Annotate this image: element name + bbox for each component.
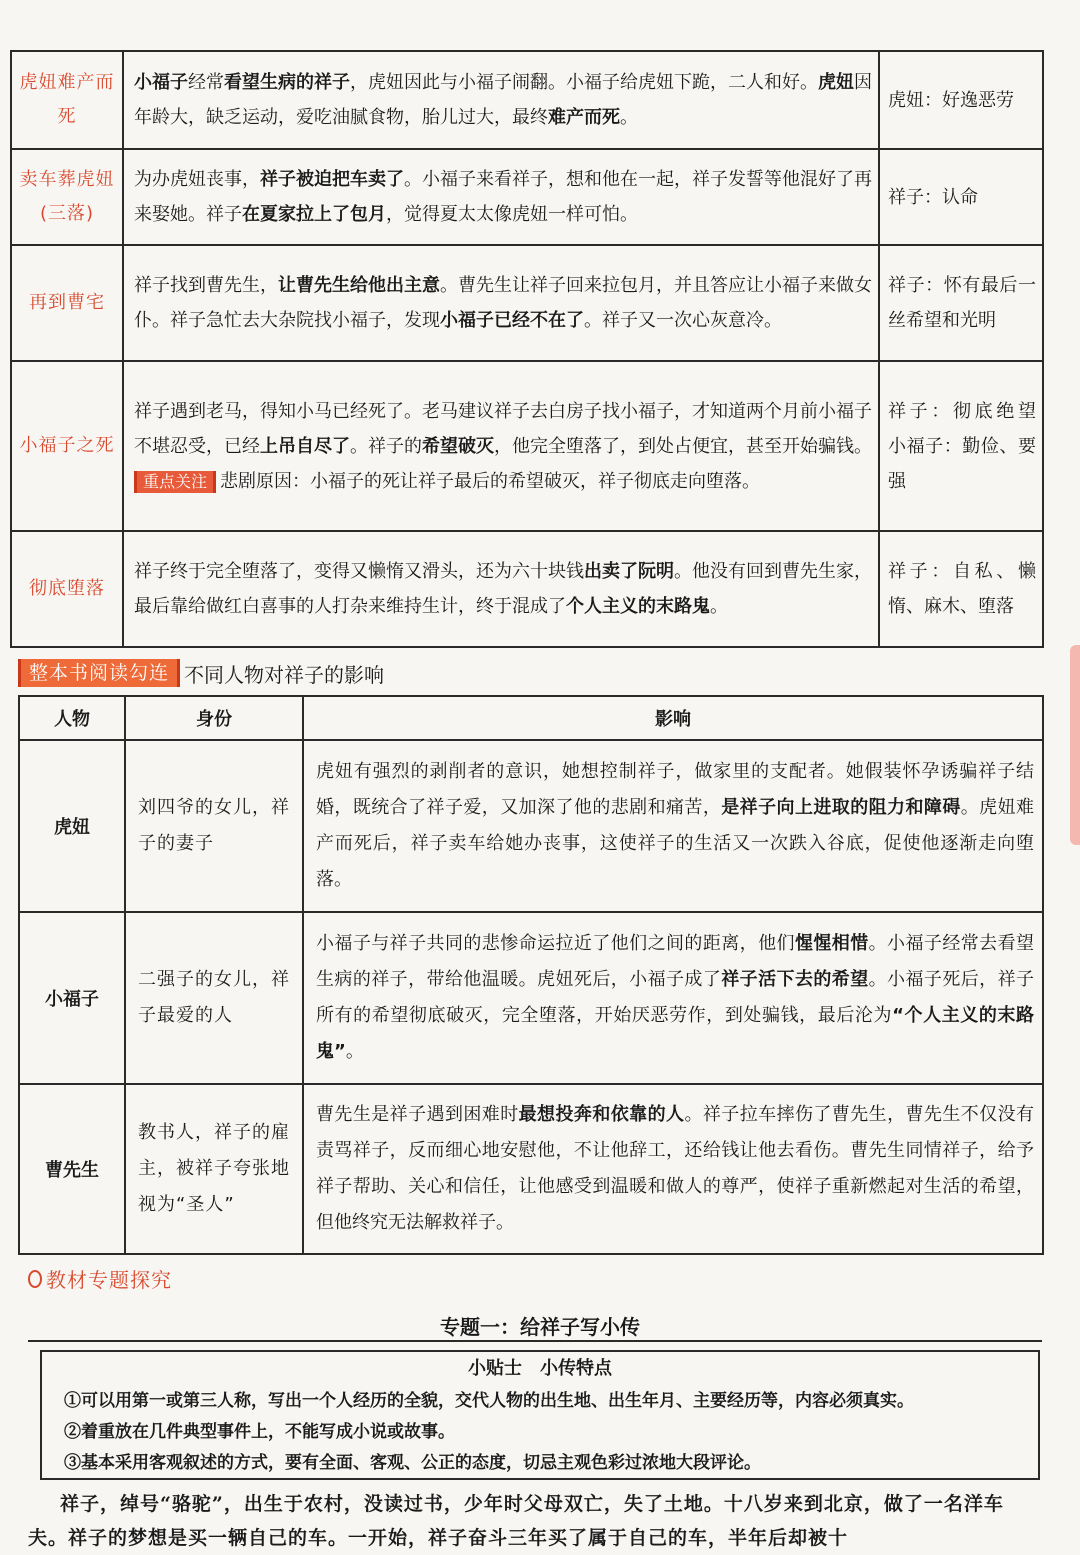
- explore-section-header: [28, 1264, 172, 1293]
- character-trait: 祥子：怀有最后一丝希望和光明: [879, 245, 1043, 361]
- text-run: ，虎妞因此与小福子闹翻。小福子给虎妞下跪，二人和好。: [350, 72, 818, 93]
- emphasized-text: 难产而死: [548, 107, 620, 128]
- plot-row: [11, 149, 1043, 245]
- divider: [28, 1340, 1042, 1342]
- emphasized-text: 祥子被迫把车卖了: [260, 169, 404, 190]
- emphasized-text: 上吊自尽了: [260, 435, 350, 457]
- person-effect: [303, 740, 1043, 912]
- text-run: 。: [710, 596, 728, 617]
- text-run: 。祥子拉车摔伤了曹先生，曹先生不仅没有责骂祥子，反而细心地安慰他，不让他辞工，还给钱让他去看伤。曹先生同情祥子，给予祥子帮助、关心和信任，让他感受到温暖和做人的尊严，使祥子重新燃起对生活的希望，但他终究无法解救祥子。: [316, 1104, 1035, 1233]
- summary-text: [134, 401, 872, 457]
- person-effect: [303, 912, 1043, 1084]
- table-row: [19, 1084, 1043, 1254]
- biography-text: 祥子，绰号“骆驼”，出生于农村，没读过书，少年时父母双亡，失了土地。十八岁来到北京，做了一名洋车夫。祥子的梦想是买一辆自己的车。一开始，祥子奋斗三年买了属于自己的车，半年后却被十: [28, 1493, 1004, 1549]
- chapter-summary: [123, 531, 879, 647]
- emphasized-text: 个人主义的末路鬼: [566, 596, 710, 617]
- text-run: 。小福子经常去看望生病的祥子，带给他温暖。虎妞死后，小福子成了: [316, 933, 1035, 990]
- emphasized-text: “个人主义的末路鬼”: [316, 1005, 1034, 1062]
- chapter-summary: [123, 361, 879, 531]
- text-run: 祥子遇到老马，得知小马已经死了。老马建议祥子去白房子找小福子，才知道两个月前小福子不堪忍受，已经: [134, 400, 872, 457]
- text-run: 小福子与祥子共同的悲惨命运拉近了他们之间的距离，他们: [316, 933, 795, 954]
- emphasized-text: 看望生病的祥子: [224, 72, 350, 93]
- table-row: [19, 740, 1043, 912]
- text-run: 。祥子又一次心灰意冷。: [584, 310, 782, 331]
- text-run: 。小福子死后，祥子所有的希望彻底破灭，完全堕落，开始厌恶劳作，到处骗钱，最后沦为: [316, 969, 1035, 1026]
- text-run: 因年龄大，缺乏运动，爱吃油腻食物，胎儿过大，最终: [134, 72, 872, 128]
- header-person: 人物: [19, 696, 125, 740]
- chapter-title: 虎妞难产而死: [11, 51, 123, 149]
- emphasized-text: 让曹先生给他出主意: [278, 275, 440, 296]
- person-identity: 刘四爷的女儿，祥子的妻子: [125, 740, 303, 912]
- text-run: 。: [620, 107, 638, 128]
- tip-item: ①可以用第一或第三人称，写出一个人经历的全貌，交代人物的出生地、出生年月、主要经历等，内容必须真实。: [64, 1391, 914, 1411]
- table-row: [19, 912, 1043, 1084]
- header-effect: 影响: [303, 696, 1043, 740]
- plot-row: [11, 245, 1043, 361]
- tip-item: ②着重放在几件典型事件上，不能写成小说或故事。: [64, 1422, 455, 1442]
- tip-item: ③基本采用客观叙述的方式，要有全面、客观、公正的态度，切忌主观色彩过浓地大段评论。: [64, 1453, 761, 1473]
- text-run: 。虎妞难产而死后，祥子卖车给她办丧事，这使祥子的生活又一次跌入谷底，促使他逐渐走向堕落。: [316, 797, 1035, 890]
- section-marker-icon: [28, 1270, 42, 1288]
- character-trait: 祥子：彻底绝望 小福子：勤俭、要强: [879, 361, 1043, 531]
- person-name: 曹先生: [19, 1084, 125, 1254]
- emphasized-text: 虎妞: [818, 72, 854, 93]
- header-identity: 身份: [125, 696, 303, 740]
- chapter-summary: [123, 245, 879, 361]
- text-run: 。他没有回到曹先生家，最后靠给做红白喜事的人打杂来维持生计，终于混成了: [134, 561, 872, 617]
- emphasized-text: 希望破灭: [422, 435, 494, 457]
- character-trait: 祥子：认命: [879, 149, 1043, 245]
- text-run: 。祥子的: [350, 435, 422, 457]
- character-trait: 虎妞：好逸恶劳: [879, 51, 1043, 149]
- chapter-title: 彻底堕落: [11, 531, 123, 647]
- person-identity: 二强子的女儿，祥子最爱的人: [125, 912, 303, 1084]
- page-edge-tab: [1070, 645, 1080, 845]
- table-header-row: [19, 696, 1043, 740]
- link-tag: 整本书阅读勾连: [18, 659, 180, 687]
- tips-box: [40, 1350, 1040, 1480]
- character-trait: 祥子：自私、懒惰、麻木、堕落: [879, 531, 1043, 647]
- text-run: ，他完全堕落了，到处占便宜，甚至开始骗钱。: [494, 435, 872, 457]
- plot-row: [11, 51, 1043, 149]
- emphasized-text: 惺惺相惜: [794, 933, 869, 954]
- text-run: 经常: [188, 72, 224, 93]
- topic-title: 专题一：给祥子写小传: [440, 1315, 640, 1339]
- plot-row: [11, 361, 1043, 531]
- text-run: 曹先生是祥子遇到困难时: [316, 1104, 519, 1125]
- focus-tag: 重点关注: [134, 471, 216, 493]
- text-run: ，觉得夏太太像虎妞一样可怕。: [386, 204, 638, 225]
- emphasized-text: 祥子活下去的希望: [721, 969, 869, 990]
- text-run: 为办虎妞丧事，: [134, 169, 260, 190]
- emphasized-text: 是祥子向上进取的阻力和障碍: [721, 797, 961, 818]
- text-run: 。: [345, 1041, 364, 1062]
- tips-title: 小贴士 小传特点: [468, 1358, 612, 1379]
- link-section-header: [18, 658, 384, 688]
- person-name: 虎妞: [19, 740, 125, 912]
- focus-text: 悲剧原因：小福子的死让祥子最后的希望破灭，祥子彻底走向堕落。: [220, 470, 761, 492]
- influence-table: [18, 695, 1044, 1255]
- plot-row: [11, 531, 1043, 647]
- text-run: 祥子终于完全堕落了，变得又懒惰又滑头，还为六十块钱: [134, 561, 584, 582]
- chapter-summary: [123, 149, 879, 245]
- emphasized-text: 小福子: [134, 72, 188, 93]
- text-run: 。曹先生让祥子回来拉包月，并且答应让小福子来做女仆。祥子急忙去大杂院找小福子，发现: [134, 275, 872, 331]
- person-identity: 教书人，祥子的雇主，被祥子夸张地视为“圣人”: [125, 1084, 303, 1254]
- chapter-title: 再到曹宅: [11, 245, 123, 361]
- person-name: 小福子: [19, 912, 125, 1084]
- plot-table: [10, 50, 1044, 648]
- text-run: 。小福子来看祥子，想和他在一起，祥子发誓等他混好了再来娶她。祥子: [134, 169, 872, 225]
- chapter-summary: [123, 51, 879, 149]
- explore-title: 教材专题探究: [46, 1268, 172, 1292]
- text-run: 祥子找到曹先生，: [134, 275, 278, 296]
- link-title: 不同人物对祥子的影响: [184, 662, 385, 687]
- emphasized-text: 小福子已经不在了: [440, 310, 584, 331]
- emphasized-text: 最想投奔和依靠的人: [518, 1104, 685, 1125]
- emphasized-text: 出卖了阮明: [584, 561, 674, 582]
- emphasized-text: 在夏家拉上了包月: [242, 204, 386, 225]
- person-effect: [303, 1084, 1043, 1254]
- text-run: 虎妞有强烈的剥削者的意识，她想控制祥子，做家里的支配者。她假装怀孕诱骗祥子结婚，既统合了祥子爱，又加深了他的悲剧和痛苦，: [316, 761, 1034, 818]
- chapter-title: 小福子之死: [11, 361, 123, 531]
- chapter-title: 卖车葬虎妞(三落): [11, 149, 123, 245]
